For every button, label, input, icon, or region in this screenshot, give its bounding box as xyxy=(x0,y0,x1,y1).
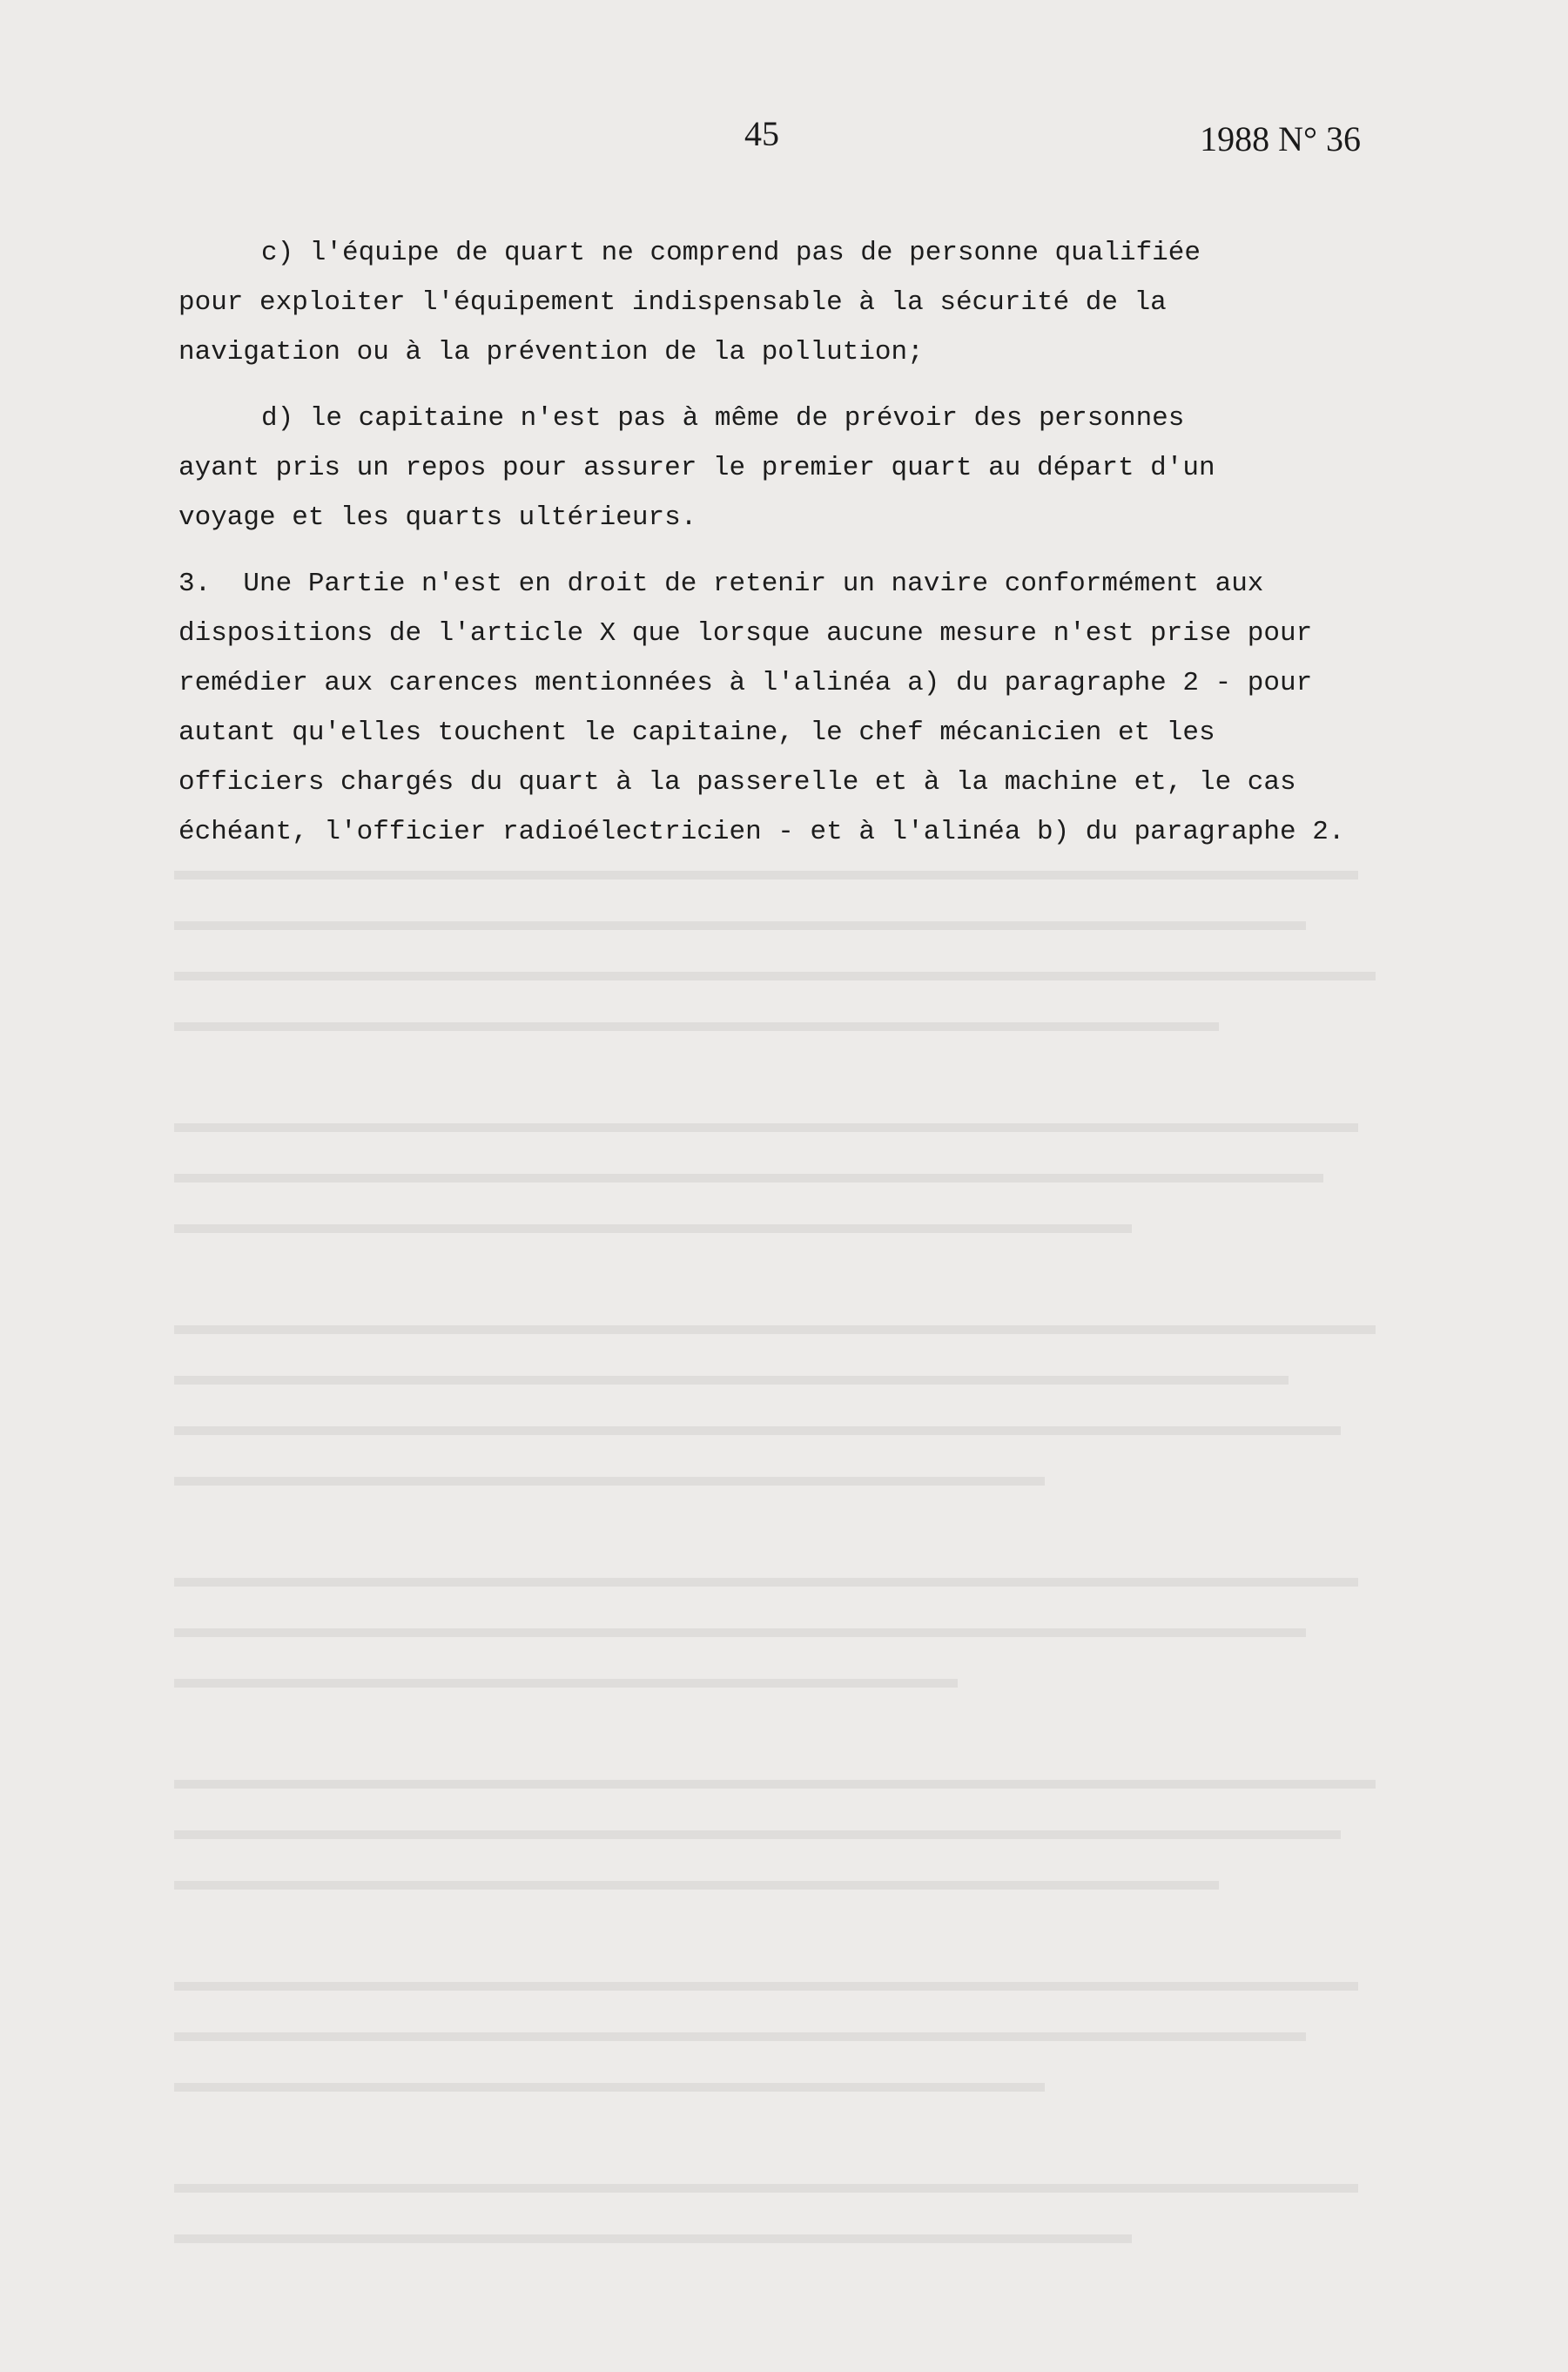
text-line: autant qu'elles touchent le capitaine, le chef mécanicien et les xyxy=(178,718,1215,748)
page-header xyxy=(0,113,1568,165)
text-line: échéant, l'officier radioélectricien - et à l'alinéa b) du paragraphe 2. xyxy=(178,817,1345,847)
text-line: voyage et les quarts ultérieurs. xyxy=(178,502,697,533)
body-text xyxy=(178,228,1415,873)
text-line: officiers chargés du quart à la passerelle et à la machine et, le cas xyxy=(178,767,1296,798)
text-line: d) le capitaine n'est pas à même de prévoir des personnes xyxy=(261,403,1185,434)
text-line: 3. Une Partie n'est en droit de retenir un navire conformément aux xyxy=(178,569,1264,599)
text-line: c) l'équipe de quart ne comprend pas de personne qualifiée xyxy=(261,238,1201,268)
paragraph-d xyxy=(178,394,1415,542)
text-line: pour exploiter l'équipement indispensable à la sécurité de la xyxy=(178,287,1167,318)
page-number: 45 xyxy=(744,114,779,153)
text-line: ayant pris un repos pour assurer le premier quart au départ d'un xyxy=(178,453,1215,483)
text-line: navigation ou à la prévention de la pollution; xyxy=(178,337,924,367)
text-line: remédier aux carences mentionnées à l'alinéa a) du paragraphe 2 - pour xyxy=(178,668,1313,698)
paragraph-c xyxy=(178,228,1415,377)
issue-number: 1988 N° 36 xyxy=(1200,119,1361,158)
text-line: dispositions de l'article X que lorsque aucune mesure n'est prise pour xyxy=(178,618,1313,649)
paragraph-3 xyxy=(178,559,1415,857)
